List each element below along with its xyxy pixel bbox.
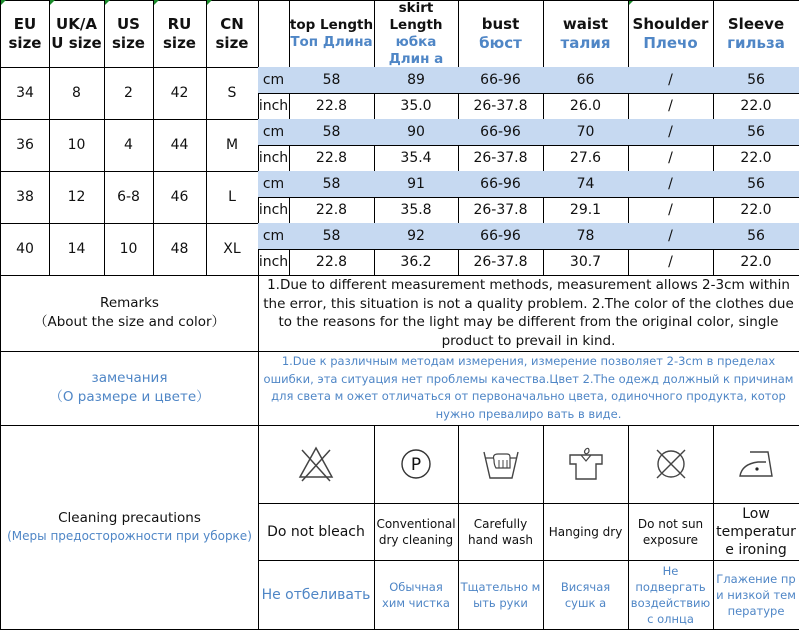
size-value: 2 bbox=[124, 85, 133, 101]
no-bleach-icon-cell bbox=[258, 425, 375, 504]
header-en: waist bbox=[562, 15, 609, 33]
size-us-cell bbox=[104, 67, 154, 120]
unit-label: cm bbox=[262, 176, 285, 192]
header-en: Shoulder bbox=[632, 15, 709, 33]
measure-value: 26-37.8 bbox=[473, 98, 528, 114]
measure-shoulder-cm bbox=[628, 171, 714, 198]
measure-bust-inch bbox=[458, 197, 544, 224]
measure-sleeve-inch bbox=[713, 249, 799, 276]
unit-label: inch bbox=[258, 98, 289, 114]
measure-value: 66-96 bbox=[480, 124, 521, 140]
remarks-text-ru bbox=[258, 351, 799, 426]
measure-shoulder-cm bbox=[628, 223, 714, 250]
unit-cm bbox=[258, 67, 290, 94]
measure-value: / bbox=[668, 72, 673, 88]
measure-skirt-cm bbox=[374, 171, 459, 198]
measure-shoulder-inch bbox=[628, 145, 714, 172]
measure-bust-cm bbox=[458, 171, 544, 198]
measure-waist-cm bbox=[543, 223, 629, 250]
measure-value: 90 bbox=[407, 124, 425, 140]
measure-value: 66-96 bbox=[480, 228, 521, 244]
measure-shoulder-inch bbox=[628, 93, 714, 120]
measure-sleeve-cm bbox=[713, 223, 799, 250]
care-label-en bbox=[374, 503, 459, 561]
measure-value: 66 bbox=[576, 72, 595, 88]
size-eu-cell bbox=[0, 223, 50, 276]
measure-value: 56 bbox=[747, 124, 765, 140]
size-value: L bbox=[228, 189, 236, 205]
remarks-body: 1.Due to different measurement methods, measurement allows 2-3cm within the error, this situation is not a quality problem. 2.The color of the clothes due to the reasons for the light may be different from the original color, single product to prevail in kind. bbox=[263, 277, 794, 349]
measure-value: 22.8 bbox=[315, 254, 348, 270]
measure-value: 36.2 bbox=[400, 254, 432, 270]
size-ru-cell bbox=[153, 119, 207, 172]
measure-value: 30.7 bbox=[569, 254, 602, 270]
measure-value: 66-96 bbox=[480, 72, 521, 88]
care-text-ru: Обычная хим чистка bbox=[382, 579, 450, 610]
measure-value: 26-37.8 bbox=[473, 150, 528, 166]
size-value: 8 bbox=[72, 85, 81, 101]
care-text-en: Conventional dry cleaning bbox=[376, 516, 456, 547]
size-value: 48 bbox=[170, 241, 189, 257]
header-line2: size bbox=[112, 34, 145, 52]
measure-value: 56 bbox=[747, 72, 765, 88]
header-en: top Length bbox=[289, 17, 374, 33]
measure-sleeve-inch bbox=[713, 93, 799, 120]
measure-value: 58 bbox=[322, 176, 341, 192]
header-en: bust bbox=[481, 15, 520, 33]
measure-waist-inch bbox=[543, 197, 629, 224]
measure-value: 22.0 bbox=[740, 254, 772, 270]
measure-waist-cm bbox=[543, 119, 629, 146]
measure-sleeve-cm bbox=[713, 119, 799, 146]
remarks-text-en bbox=[258, 275, 799, 352]
measure-bust-cm bbox=[458, 67, 544, 94]
measure-top-inch bbox=[289, 93, 375, 120]
size-uk-cell bbox=[49, 119, 105, 172]
header-top-length bbox=[289, 0, 375, 68]
unit-label: cm bbox=[262, 124, 285, 140]
measure-top-cm bbox=[289, 67, 375, 94]
care-text-ru: Не подвергать воздействию с олнца bbox=[630, 563, 711, 626]
header-us-size bbox=[104, 0, 154, 68]
measure-value: 56 bbox=[747, 228, 765, 244]
header-line1: CN bbox=[220, 15, 244, 33]
hand-wash-icon bbox=[481, 446, 521, 482]
measure-bust-cm bbox=[458, 223, 544, 250]
low-iron-icon bbox=[736, 448, 776, 480]
size-value: 44 bbox=[170, 137, 189, 153]
measure-value: 74 bbox=[576, 176, 595, 192]
unit-cm bbox=[258, 223, 290, 250]
measure-value: / bbox=[668, 176, 673, 192]
size-value: 36 bbox=[16, 137, 34, 153]
header-en: skirt Length bbox=[389, 0, 443, 33]
header-sleeve bbox=[713, 0, 799, 68]
care-label-ru bbox=[458, 560, 544, 630]
header-line1: UK/A bbox=[56, 15, 97, 33]
header-eu-size bbox=[0, 0, 50, 68]
remarks-title-ru: замечания bbox=[91, 370, 168, 386]
unit-label: cm bbox=[262, 72, 285, 88]
measure-skirt-cm bbox=[374, 67, 459, 94]
measure-value: 35.8 bbox=[400, 202, 432, 218]
care-label-ru bbox=[543, 560, 629, 630]
low-iron-icon-cell bbox=[713, 425, 799, 504]
size-value: 42 bbox=[170, 85, 189, 101]
header-line2: size bbox=[163, 34, 196, 52]
measure-value: 22.0 bbox=[740, 202, 772, 218]
care-text-en: Do not bleach bbox=[267, 523, 365, 540]
care-text-ru: Глажение пр и низкой тем пературе bbox=[716, 571, 796, 618]
header-waist bbox=[543, 0, 629, 68]
size-value: 34 bbox=[16, 85, 34, 101]
measure-value: 26-37.8 bbox=[473, 202, 528, 218]
measure-value: 26-37.8 bbox=[473, 254, 528, 270]
unit-label: inch bbox=[258, 202, 289, 218]
care-text-ru: Висячая сушк а bbox=[560, 579, 611, 610]
care-label-en bbox=[628, 503, 714, 561]
measure-value: 78 bbox=[576, 228, 595, 244]
measure-skirt-cm bbox=[374, 119, 459, 146]
remarks-subtitle-ru: （О размере и цвете） bbox=[49, 389, 210, 405]
header-en: Sleeve bbox=[727, 15, 785, 33]
measure-value: 35.0 bbox=[400, 98, 432, 114]
unit-cm bbox=[258, 171, 290, 198]
size-uk-cell bbox=[49, 171, 105, 224]
remarks-body-ru: 1.Due к различным методам измерения, измерение позволяет 2-3cm в пределах ошибки, эта ситуация нет проблемы качества.Цвет 2.The одежд должный к причинам для света м ожет отличаться от первоначально цвета, одиночного продукта, котор нужно превалиро вать в виде. bbox=[263, 354, 794, 421]
size-value: 10 bbox=[67, 137, 86, 153]
size-value: M bbox=[225, 137, 239, 153]
hang-dry-icon-cell bbox=[543, 425, 629, 504]
header-shoulder bbox=[628, 0, 714, 68]
unit-inch bbox=[258, 197, 290, 224]
cleaning-title-ru: (Меры предосторожности при уборке) bbox=[7, 529, 252, 543]
care-label-en bbox=[458, 503, 544, 561]
care-label-ru bbox=[713, 560, 799, 630]
measure-skirt-inch bbox=[374, 93, 459, 120]
care-label-ru bbox=[628, 560, 714, 630]
measure-value: 22.8 bbox=[315, 98, 348, 114]
measure-waist-inch bbox=[543, 145, 629, 172]
measure-value: 35.4 bbox=[400, 150, 432, 166]
cell-comment-marker bbox=[207, 0, 212, 5]
measure-value: 22.8 bbox=[315, 150, 348, 166]
measure-shoulder-cm bbox=[628, 67, 714, 94]
measure-bust-inch bbox=[458, 249, 544, 276]
remarks-subtitle: （About the size and color） bbox=[33, 314, 226, 330]
size-uk-cell bbox=[49, 67, 105, 120]
care-label-en bbox=[543, 503, 629, 561]
header-skirt-length bbox=[374, 0, 459, 68]
no-bleach-icon bbox=[296, 445, 336, 483]
measure-value: 26.0 bbox=[569, 98, 602, 114]
size-value: 40 bbox=[16, 241, 34, 257]
header-cn-size bbox=[206, 0, 259, 68]
header-line1: US bbox=[117, 15, 140, 33]
measure-waist-inch bbox=[543, 93, 629, 120]
care-text-ru: Не отбеливать bbox=[261, 586, 371, 603]
measure-value: 89 bbox=[407, 72, 425, 88]
care-text-ru: Тщательно м ыть руки bbox=[460, 579, 541, 610]
measure-sleeve-cm bbox=[713, 171, 799, 198]
measure-value: 22.0 bbox=[740, 98, 772, 114]
size-value: XL bbox=[223, 241, 241, 257]
header-ru: бюст bbox=[479, 34, 522, 52]
care-label-ru bbox=[258, 560, 375, 630]
no-sun-icon-cell bbox=[628, 425, 714, 504]
measure-top-inch bbox=[289, 197, 375, 224]
measure-sleeve-cm bbox=[713, 67, 799, 94]
header-uk-size bbox=[49, 0, 105, 68]
size-value: S bbox=[227, 85, 237, 101]
measure-value: 22.8 bbox=[315, 202, 348, 218]
measure-value: 66-96 bbox=[480, 176, 521, 192]
header-line2: size bbox=[8, 34, 42, 52]
measure-waist-inch bbox=[543, 249, 629, 276]
size-cn-cell bbox=[206, 67, 259, 120]
measure-skirt-inch bbox=[374, 197, 459, 224]
hang-dry-icon bbox=[566, 445, 606, 483]
measure-bust-cm bbox=[458, 119, 544, 146]
size-eu-cell bbox=[0, 119, 50, 172]
measure-value: 27.6 bbox=[569, 150, 602, 166]
size-us-cell bbox=[104, 119, 154, 172]
header-line2: size bbox=[215, 34, 249, 52]
measure-value: 29.1 bbox=[569, 202, 602, 218]
size-uk-cell bbox=[49, 223, 105, 276]
size-cn-cell bbox=[206, 171, 259, 224]
header-line2: U size bbox=[51, 34, 102, 52]
svg-text:P: P bbox=[410, 455, 422, 475]
cleaning-label bbox=[0, 425, 259, 630]
size-us-cell bbox=[104, 223, 154, 276]
measure-top-inch bbox=[289, 145, 375, 172]
measure-top-cm bbox=[289, 223, 375, 250]
measure-value: / bbox=[668, 150, 673, 166]
unit-inch bbox=[258, 145, 290, 172]
header-ru: талия bbox=[560, 34, 611, 52]
size-cn-cell bbox=[206, 119, 259, 172]
remarks-label-en bbox=[0, 275, 259, 352]
size-value: 46 bbox=[170, 189, 189, 205]
measure-shoulder-cm bbox=[628, 119, 714, 146]
care-label-en bbox=[258, 503, 375, 561]
size-ru-cell bbox=[153, 223, 207, 276]
measure-skirt-cm bbox=[374, 223, 459, 250]
measure-value: / bbox=[668, 228, 673, 244]
measure-value: 70 bbox=[576, 124, 595, 140]
size-ru-cell bbox=[153, 67, 207, 120]
measure-value: 58 bbox=[322, 228, 341, 244]
measure-top-inch bbox=[289, 249, 375, 276]
dry-clean-p-icon-cell bbox=[374, 425, 459, 504]
measure-value: 58 bbox=[322, 72, 341, 88]
size-value: 4 bbox=[124, 137, 133, 153]
unit-label: inch bbox=[258, 150, 289, 166]
dry-clean-p-icon bbox=[399, 447, 433, 481]
hand-wash-icon-cell bbox=[458, 425, 544, 504]
measure-value: 91 bbox=[407, 176, 425, 192]
care-label-en bbox=[713, 503, 799, 561]
no-sun-icon bbox=[653, 446, 689, 482]
cell-comment-marker bbox=[154, 0, 159, 5]
unit-label: cm bbox=[262, 228, 285, 244]
header-line1: EU bbox=[13, 15, 37, 33]
measure-value: / bbox=[668, 254, 673, 270]
care-text-en: Low temperatur e ironing bbox=[716, 505, 796, 558]
care-label-ru bbox=[374, 560, 459, 630]
measure-top-cm bbox=[289, 171, 375, 198]
cleaning-title: Cleaning precautions bbox=[58, 510, 201, 526]
unit-inch bbox=[258, 249, 290, 276]
size-eu-cell bbox=[0, 171, 50, 224]
header-ru: юбка Длин а bbox=[388, 34, 444, 67]
unit-inch bbox=[258, 93, 290, 120]
measure-sleeve-inch bbox=[713, 197, 799, 224]
size-value: 6-8 bbox=[117, 189, 140, 205]
measure-shoulder-inch bbox=[628, 249, 714, 276]
measure-value: 92 bbox=[407, 228, 425, 244]
measure-value: / bbox=[668, 202, 673, 218]
measure-value: 58 bbox=[322, 124, 341, 140]
measure-skirt-inch bbox=[374, 249, 459, 276]
measure-value: 22.0 bbox=[740, 150, 772, 166]
measure-bust-inch bbox=[458, 93, 544, 120]
unit-cm bbox=[258, 119, 290, 146]
measure-value: 56 bbox=[747, 176, 765, 192]
measure-value: / bbox=[668, 98, 673, 114]
measure-sleeve-inch bbox=[713, 145, 799, 172]
measure-shoulder-inch bbox=[628, 197, 714, 224]
measure-skirt-inch bbox=[374, 145, 459, 172]
size-us-cell bbox=[104, 171, 154, 224]
care-text-en: Do not sun exposure bbox=[637, 516, 704, 547]
size-ru-cell bbox=[153, 171, 207, 224]
measure-value: / bbox=[668, 124, 673, 140]
care-text-en: Hanging dry bbox=[548, 524, 623, 539]
cell-comment-marker bbox=[50, 0, 55, 5]
size-eu-cell bbox=[0, 67, 50, 120]
care-text-en: Carefully hand wash bbox=[467, 516, 534, 547]
measure-top-cm bbox=[289, 119, 375, 146]
size-value: 12 bbox=[67, 189, 86, 205]
header-line1: RU bbox=[167, 15, 192, 33]
remarks-label-ru bbox=[0, 351, 259, 426]
remarks-title: Remarks bbox=[100, 295, 159, 311]
measure-waist-cm bbox=[543, 67, 629, 94]
header-ru: Топ Длина bbox=[290, 34, 373, 50]
header-ru: Плечо bbox=[643, 34, 698, 52]
header-ru-size bbox=[153, 0, 207, 68]
measure-bust-inch bbox=[458, 145, 544, 172]
unit-label: inch bbox=[258, 254, 289, 270]
size-cn-cell bbox=[206, 223, 259, 276]
header-bust bbox=[458, 0, 544, 68]
measure-waist-cm bbox=[543, 171, 629, 198]
size-value: 14 bbox=[67, 241, 86, 257]
header-ru: гильза bbox=[727, 34, 785, 52]
cell-comment-marker bbox=[105, 0, 110, 5]
header-unit-blank bbox=[258, 0, 290, 68]
cell-comment-marker bbox=[1, 0, 6, 5]
size-value: 10 bbox=[119, 241, 138, 257]
size-value: 38 bbox=[16, 189, 34, 205]
